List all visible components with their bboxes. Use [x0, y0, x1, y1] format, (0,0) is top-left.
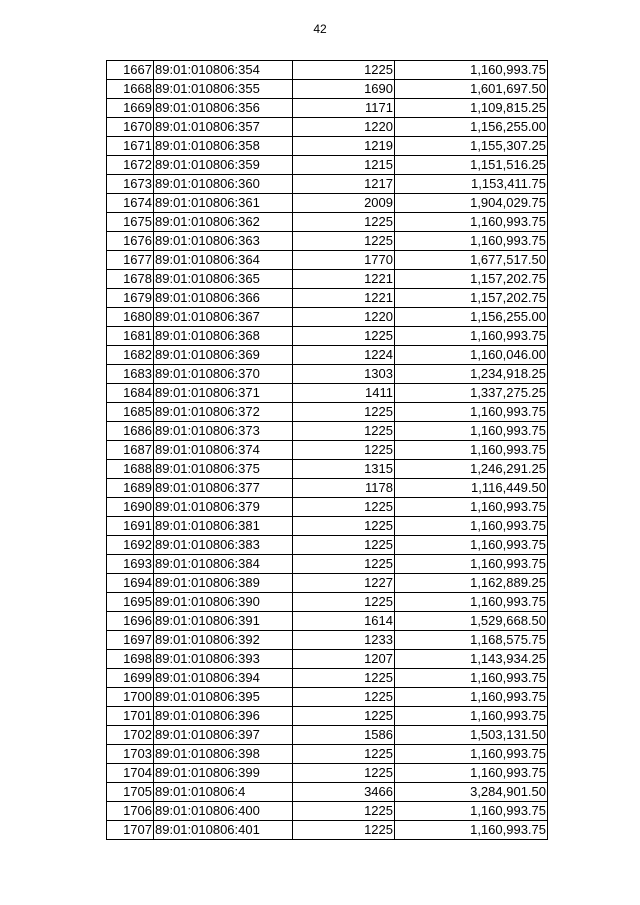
row-number-cell: 1701	[107, 707, 154, 726]
table-row	[107, 213, 548, 232]
table-row	[107, 536, 548, 555]
area-cell: 1217	[293, 175, 395, 194]
cadastral-number-cell: 89:01:010806:368	[154, 327, 293, 346]
value-cell: 1,337,275.25	[395, 384, 548, 403]
cadastral-number-cell: 89:01:010806:394	[154, 669, 293, 688]
cadastral-number-cell: 89:01:010806:379	[154, 498, 293, 517]
value-cell: 1,160,993.75	[395, 593, 548, 612]
value-cell: 1,160,993.75	[395, 688, 548, 707]
row-number-cell: 1707	[107, 821, 154, 840]
value-cell: 1,153,411.75	[395, 175, 548, 194]
value-cell: 1,160,993.75	[395, 555, 548, 574]
row-number-cell: 1667	[107, 61, 154, 80]
value-cell: 1,155,307.25	[395, 137, 548, 156]
area-cell: 1225	[293, 517, 395, 536]
cadastral-number-cell: 89:01:010806:359	[154, 156, 293, 175]
row-number-cell: 1685	[107, 403, 154, 422]
area-cell: 1315	[293, 460, 395, 479]
row-number-cell: 1682	[107, 346, 154, 365]
table-row	[107, 441, 548, 460]
row-number-cell: 1702	[107, 726, 154, 745]
row-number-cell: 1670	[107, 118, 154, 137]
cadastral-number-cell: 89:01:010806:374	[154, 441, 293, 460]
table-row	[107, 802, 548, 821]
value-cell: 1,160,993.75	[395, 821, 548, 840]
row-number-cell: 1681	[107, 327, 154, 346]
row-number-cell: 1680	[107, 308, 154, 327]
value-cell: 1,109,815.25	[395, 99, 548, 118]
cadastral-number-cell: 89:01:010806:373	[154, 422, 293, 441]
row-number-cell: 1674	[107, 194, 154, 213]
cadastral-number-cell: 89:01:010806:393	[154, 650, 293, 669]
cadastral-number-cell: 89:01:010806:365	[154, 270, 293, 289]
value-cell: 1,234,918.25	[395, 365, 548, 384]
table-row	[107, 707, 548, 726]
land-plot-table	[106, 60, 548, 840]
cadastral-number-cell: 89:01:010806:360	[154, 175, 293, 194]
row-number-cell: 1687	[107, 441, 154, 460]
value-cell: 1,160,993.75	[395, 517, 548, 536]
page-number: 42	[313, 22, 327, 36]
row-number-cell: 1686	[107, 422, 154, 441]
table-row	[107, 593, 548, 612]
value-cell: 1,160,046.00	[395, 346, 548, 365]
cadastral-number-cell: 89:01:010806:392	[154, 631, 293, 650]
value-cell: 1,143,934.25	[395, 650, 548, 669]
cadastral-number-cell: 89:01:010806:396	[154, 707, 293, 726]
cadastral-number-cell: 89:01:010806:364	[154, 251, 293, 270]
table-row	[107, 764, 548, 783]
row-number-cell: 1668	[107, 80, 154, 99]
cadastral-number-cell: 89:01:010806:375	[154, 460, 293, 479]
row-number-cell: 1676	[107, 232, 154, 251]
cadastral-number-cell: 89:01:010806:372	[154, 403, 293, 422]
area-cell: 1220	[293, 308, 395, 327]
cadastral-number-cell: 89:01:010806:362	[154, 213, 293, 232]
cadastral-number-cell: 89:01:010806:395	[154, 688, 293, 707]
row-number-cell: 1669	[107, 99, 154, 118]
cadastral-number-cell: 89:01:010806:358	[154, 137, 293, 156]
row-number-cell: 1672	[107, 156, 154, 175]
cadastral-number-cell: 89:01:010806:377	[154, 479, 293, 498]
table-row	[107, 61, 548, 80]
table-row	[107, 688, 548, 707]
cadastral-number-cell: 89:01:010806:397	[154, 726, 293, 745]
value-cell: 1,160,993.75	[395, 213, 548, 232]
cadastral-number-cell: 89:01:010806:371	[154, 384, 293, 403]
table-row	[107, 574, 548, 593]
cadastral-number-cell: 89:01:010806:370	[154, 365, 293, 384]
table-row	[107, 631, 548, 650]
area-cell: 1225	[293, 498, 395, 517]
area-cell: 1225	[293, 61, 395, 80]
area-cell: 1225	[293, 802, 395, 821]
cadastral-number-cell: 89:01:010806:369	[154, 346, 293, 365]
table-row	[107, 327, 548, 346]
row-number-cell: 1698	[107, 650, 154, 669]
table-row	[107, 726, 548, 745]
value-cell: 1,904,029.75	[395, 194, 548, 213]
value-cell: 1,160,993.75	[395, 669, 548, 688]
value-cell: 1,246,291.25	[395, 460, 548, 479]
value-cell: 1,151,516.25	[395, 156, 548, 175]
table-row	[107, 194, 548, 213]
value-cell: 1,168,575.75	[395, 631, 548, 650]
cadastral-number-cell: 89:01:010806:399	[154, 764, 293, 783]
row-number-cell: 1690	[107, 498, 154, 517]
value-cell: 1,503,131.50	[395, 726, 548, 745]
table-row	[107, 460, 548, 479]
area-cell: 1225	[293, 707, 395, 726]
value-cell: 1,160,993.75	[395, 707, 548, 726]
row-number-cell: 1693	[107, 555, 154, 574]
area-cell: 1225	[293, 403, 395, 422]
table-row	[107, 365, 548, 384]
table-row	[107, 137, 548, 156]
row-number-cell: 1688	[107, 460, 154, 479]
cadastral-number-cell: 89:01:010806:4	[154, 783, 293, 802]
table-row	[107, 821, 548, 840]
area-cell: 1411	[293, 384, 395, 403]
row-number-cell: 1691	[107, 517, 154, 536]
area-cell: 3466	[293, 783, 395, 802]
table-row	[107, 251, 548, 270]
row-number-cell: 1675	[107, 213, 154, 232]
value-cell: 1,677,517.50	[395, 251, 548, 270]
table-row	[107, 669, 548, 688]
area-cell: 2009	[293, 194, 395, 213]
cadastral-number-cell: 89:01:010806:390	[154, 593, 293, 612]
table-row	[107, 612, 548, 631]
row-number-cell: 1677	[107, 251, 154, 270]
cadastral-number-cell: 89:01:010806:401	[154, 821, 293, 840]
area-cell: 1171	[293, 99, 395, 118]
value-cell: 1,160,993.75	[395, 61, 548, 80]
cadastral-number-cell: 89:01:010806:367	[154, 308, 293, 327]
area-cell: 1221	[293, 270, 395, 289]
table-row	[107, 99, 548, 118]
value-cell: 1,160,993.75	[395, 802, 548, 821]
area-cell: 1227	[293, 574, 395, 593]
table-row	[107, 783, 548, 802]
cadastral-number-cell: 89:01:010806:398	[154, 745, 293, 764]
row-number-cell: 1684	[107, 384, 154, 403]
area-cell: 1221	[293, 289, 395, 308]
cadastral-number-cell: 89:01:010806:400	[154, 802, 293, 821]
value-cell: 1,156,255.00	[395, 118, 548, 137]
area-cell: 1225	[293, 821, 395, 840]
row-number-cell: 1704	[107, 764, 154, 783]
row-number-cell: 1696	[107, 612, 154, 631]
row-number-cell: 1694	[107, 574, 154, 593]
value-cell: 1,160,993.75	[395, 422, 548, 441]
value-cell: 1,116,449.50	[395, 479, 548, 498]
area-cell: 1233	[293, 631, 395, 650]
table-row	[107, 517, 548, 536]
area-cell: 1770	[293, 251, 395, 270]
row-number-cell: 1705	[107, 783, 154, 802]
row-number-cell: 1699	[107, 669, 154, 688]
cadastral-number-cell: 89:01:010806:363	[154, 232, 293, 251]
cadastral-number-cell: 89:01:010806:357	[154, 118, 293, 137]
area-cell: 1225	[293, 213, 395, 232]
table-row	[107, 156, 548, 175]
value-cell: 1,160,993.75	[395, 403, 548, 422]
area-cell: 1225	[293, 441, 395, 460]
table-row	[107, 384, 548, 403]
area-cell: 1303	[293, 365, 395, 384]
table-row	[107, 422, 548, 441]
value-cell: 1,529,668.50	[395, 612, 548, 631]
area-cell: 1207	[293, 650, 395, 669]
area-cell: 1225	[293, 327, 395, 346]
cadastral-number-cell: 89:01:010806:366	[154, 289, 293, 308]
row-number-cell: 1683	[107, 365, 154, 384]
table-row	[107, 118, 548, 137]
row-number-cell: 1697	[107, 631, 154, 650]
cadastral-number-cell: 89:01:010806:361	[154, 194, 293, 213]
table-row	[107, 308, 548, 327]
value-cell: 1,601,697.50	[395, 80, 548, 99]
area-cell: 1225	[293, 422, 395, 441]
area-cell: 1225	[293, 764, 395, 783]
row-number-cell: 1700	[107, 688, 154, 707]
value-cell: 1,157,202.75	[395, 270, 548, 289]
table-body	[107, 61, 548, 840]
table-row	[107, 346, 548, 365]
cadastral-number-cell: 89:01:010806:383	[154, 536, 293, 555]
table-row	[107, 555, 548, 574]
row-number-cell: 1671	[107, 137, 154, 156]
row-number-cell: 1703	[107, 745, 154, 764]
table-row	[107, 289, 548, 308]
row-number-cell: 1689	[107, 479, 154, 498]
table-row	[107, 745, 548, 764]
value-cell: 1,156,255.00	[395, 308, 548, 327]
area-cell: 1690	[293, 80, 395, 99]
area-cell: 1224	[293, 346, 395, 365]
table-row	[107, 80, 548, 99]
area-cell: 1225	[293, 232, 395, 251]
area-cell: 1219	[293, 137, 395, 156]
value-cell: 1,160,993.75	[395, 764, 548, 783]
value-cell: 1,160,993.75	[395, 441, 548, 460]
area-cell: 1220	[293, 118, 395, 137]
cadastral-number-cell: 89:01:010806:355	[154, 80, 293, 99]
row-number-cell: 1679	[107, 289, 154, 308]
table-row	[107, 175, 548, 194]
value-cell: 1,157,202.75	[395, 289, 548, 308]
value-cell: 1,160,993.75	[395, 498, 548, 517]
cadastral-number-cell: 89:01:010806:384	[154, 555, 293, 574]
row-number-cell: 1706	[107, 802, 154, 821]
value-cell: 1,160,993.75	[395, 232, 548, 251]
table-row	[107, 479, 548, 498]
value-cell: 3,284,901.50	[395, 783, 548, 802]
cadastral-number-cell: 89:01:010806:356	[154, 99, 293, 118]
row-number-cell: 1692	[107, 536, 154, 555]
cadastral-number-cell: 89:01:010806:389	[154, 574, 293, 593]
cadastral-number-cell: 89:01:010806:381	[154, 517, 293, 536]
table-row	[107, 270, 548, 289]
area-cell: 1225	[293, 555, 395, 574]
value-cell: 1,160,993.75	[395, 327, 548, 346]
area-cell: 1225	[293, 688, 395, 707]
value-cell: 1,160,993.75	[395, 745, 548, 764]
cadastral-number-cell: 89:01:010806:354	[154, 61, 293, 80]
area-cell: 1225	[293, 593, 395, 612]
area-cell: 1225	[293, 745, 395, 764]
area-cell: 1614	[293, 612, 395, 631]
row-number-cell: 1695	[107, 593, 154, 612]
row-number-cell: 1673	[107, 175, 154, 194]
table-row	[107, 403, 548, 422]
value-cell: 1,160,993.75	[395, 536, 548, 555]
cadastral-number-cell: 89:01:010806:391	[154, 612, 293, 631]
area-cell: 1225	[293, 536, 395, 555]
area-cell: 1215	[293, 156, 395, 175]
table-row	[107, 498, 548, 517]
area-cell: 1178	[293, 479, 395, 498]
row-number-cell: 1678	[107, 270, 154, 289]
table-row	[107, 232, 548, 251]
table-row	[107, 650, 548, 669]
area-cell: 1586	[293, 726, 395, 745]
value-cell: 1,162,889.25	[395, 574, 548, 593]
area-cell: 1225	[293, 669, 395, 688]
